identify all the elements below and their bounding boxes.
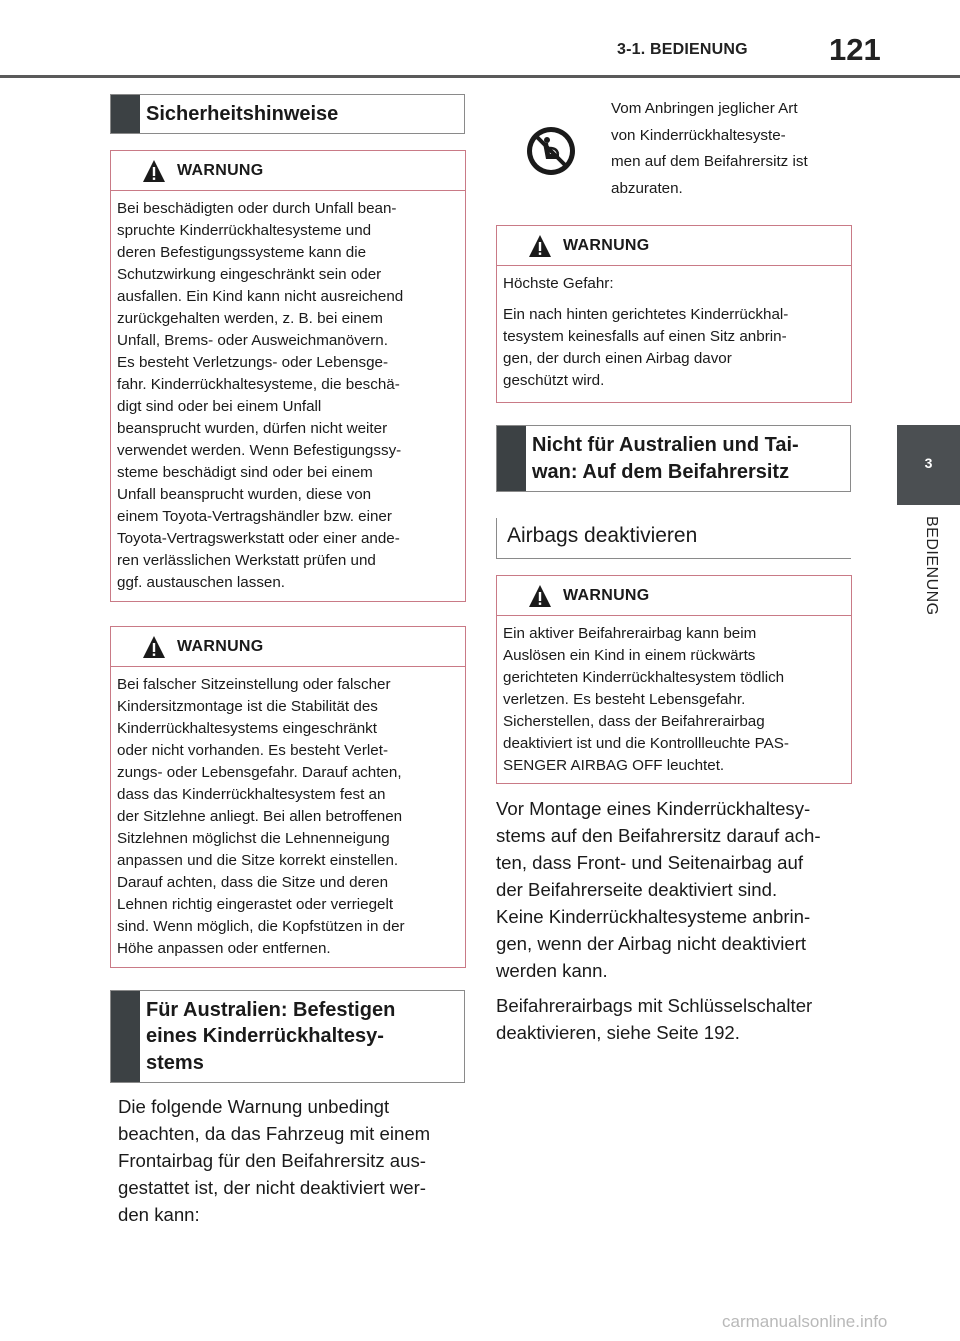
text-line: Vom Anbringen jeglicher Art bbox=[611, 100, 798, 117]
text-line: ten, dass Front- und Seitenairbag auf bbox=[496, 852, 803, 873]
warning-header bbox=[111, 151, 465, 191]
text-line: Frontairbag für den Beifahrersitz aus- bbox=[118, 1150, 426, 1171]
heading-bar bbox=[111, 991, 140, 1082]
text-line: men auf dem Beifahrersitz ist bbox=[611, 153, 808, 170]
text-line: Vor Montage eines Kinderrückhaltesy- bbox=[496, 798, 811, 819]
text-line: Es besteht Verletzungs- oder Lebensge- bbox=[117, 354, 389, 371]
warning-title: WARNUNG bbox=[563, 587, 650, 604]
heading-bar bbox=[497, 426, 526, 491]
text-line: Sicherstellen, dass der Beifahrerairbag bbox=[503, 713, 765, 730]
text-line: gerichteten Kinderrückhaltesystem tödlich bbox=[503, 669, 785, 686]
text-line: Unfall beansprucht wurden, diese von bbox=[117, 486, 372, 503]
warning-header bbox=[497, 226, 851, 266]
text-line: Lehnen richtig eingerastet oder verriegelt bbox=[117, 896, 394, 913]
text-line: steme beschädigt sind oder bei einem bbox=[117, 464, 373, 481]
header-rule bbox=[0, 75, 960, 78]
text-line: ausfallen. Ein Kind kann nicht ausreichend bbox=[117, 288, 404, 305]
chapter-side-label: BEDIENUNG bbox=[923, 516, 940, 616]
text-line: stems auf den Beifahrersitz darauf ach- bbox=[496, 825, 821, 846]
heading-line: Nicht für Australien und Tai- bbox=[532, 434, 799, 456]
heading-text: Sicherheitshinweise bbox=[146, 102, 339, 125]
heading-not-australia bbox=[496, 425, 851, 492]
text-line: tesystem keinesfalls auf einen Sitz anbrin- bbox=[503, 328, 787, 345]
text-line: Ein nach hinten gerichtetes Kinderrückhal- bbox=[503, 306, 789, 323]
heading-line: wan: Auf dem Beifahrersitz bbox=[532, 460, 790, 483]
warning-text bbox=[503, 304, 845, 392]
text-line: spruchte Kinderrückhaltesysteme und bbox=[117, 222, 372, 239]
text-line: ggf. austauschen lassen. bbox=[117, 574, 286, 591]
body-paragraph-right bbox=[496, 795, 821, 1046]
text-line: Auslösen ein Kind in einem rückwärts bbox=[503, 647, 756, 664]
text-line: Bei falscher Sitzeinstellung oder falscher bbox=[117, 676, 391, 693]
warning-text bbox=[117, 674, 459, 960]
text-line: geschützt wird. bbox=[503, 372, 605, 389]
text-line: Beifahrerairbags mit Schlüsselschalter bbox=[496, 995, 813, 1016]
heading-line: Für Australien: Befestigen bbox=[146, 998, 396, 1021]
body-paragraph-left bbox=[118, 1093, 430, 1228]
text-line: oder nicht vorhanden. Es besteht Verlet- bbox=[117, 742, 389, 759]
heading-text bbox=[526, 432, 805, 485]
warning-triangle-icon bbox=[142, 635, 166, 659]
paragraph bbox=[496, 795, 821, 984]
paragraph bbox=[496, 992, 821, 1046]
text-line: gen, der durch einen Airbag davor bbox=[503, 350, 732, 367]
text-line: abzuraten. bbox=[611, 179, 683, 197]
text-line: Die folgende Warnung unbedingt bbox=[118, 1096, 390, 1117]
warning-triangle-icon bbox=[528, 584, 552, 608]
warning-box-4 bbox=[496, 575, 852, 784]
text-line: Kinderrückhaltesystems eingeschränkt bbox=[117, 720, 377, 737]
text-line: Keine Kinderrückhaltesysteme anbrin- bbox=[496, 906, 811, 927]
text-line: Schutzwirkung eingeschränkt sein oder bbox=[117, 266, 382, 283]
text-line: deren Befestigungssysteme kann die bbox=[117, 244, 367, 261]
heading-line: eines Kinderrückhaltesy- bbox=[146, 1025, 384, 1048]
subheading-airbags-deaktivieren: Airbags deaktivieren bbox=[496, 518, 851, 559]
warning-body bbox=[111, 191, 465, 594]
heading-line: stems bbox=[146, 1051, 204, 1074]
text-line: deaktiviert ist und die Kontrollleuchte PAS- bbox=[503, 735, 789, 752]
text-line: digt sind oder bei einem Unfall bbox=[117, 398, 322, 415]
text-line: zungs- oder Lebensgefahr. Darauf achten, bbox=[117, 764, 402, 781]
text-line: dass das Kinderrückhaltesystem fest an bbox=[117, 786, 386, 803]
text-line: Kindersitzmontage ist die Stabilität des bbox=[117, 698, 378, 715]
text-line: der Sitzlehne anliegt. Bei allen betroffenen bbox=[117, 808, 403, 825]
warning-title: WARNUNG bbox=[177, 162, 264, 179]
pictogram-caption bbox=[611, 96, 808, 202]
text-line: den kann: bbox=[118, 1204, 200, 1225]
warning-box-1 bbox=[110, 150, 466, 602]
warning-header bbox=[111, 627, 465, 667]
text-line: ren verlässlichen Werkstatt prüfen und bbox=[117, 552, 376, 569]
text-line: Höhe anpassen oder entfernen. bbox=[117, 940, 331, 957]
page-number: 121 bbox=[829, 32, 881, 67]
text-line: zurückgehalten werden, z. B. bei einem bbox=[117, 310, 383, 327]
text-line: SENGER AIRBAG OFF leuchtet. bbox=[503, 757, 725, 774]
text-line: deaktivieren, siehe Seite 192. bbox=[496, 1022, 740, 1043]
paragraph bbox=[118, 1093, 430, 1228]
warning-body bbox=[497, 266, 851, 392]
warning-text bbox=[117, 198, 459, 594]
text-line: beansprucht wurden, dürfen nicht weiter bbox=[117, 420, 388, 437]
heading-australia bbox=[110, 990, 465, 1083]
text-line: verletzen. Es besteht Lebensgefahr. bbox=[503, 691, 746, 708]
text-line: gen, wenn der Airbag nicht deaktiviert bbox=[496, 933, 807, 954]
text-line: gestattet ist, der nicht deaktiviert wer- bbox=[118, 1177, 426, 1198]
warning-triangle-icon bbox=[142, 159, 166, 183]
text-line: fahr. Kinderrückhaltesysteme, die beschä- bbox=[117, 376, 400, 393]
text-line: verwendet werden. Wenn Befestigungssy- bbox=[117, 442, 402, 459]
warning-body bbox=[111, 667, 465, 960]
warning-triangle-icon bbox=[528, 234, 552, 258]
watermark-link[interactable]: carmanualsonline.info bbox=[722, 1312, 888, 1331]
text-line: Bei beschädigten oder durch Unfall bean- bbox=[117, 200, 397, 217]
text-line: Sitzlehnen möglichst die Lehnenneigung bbox=[117, 830, 390, 847]
text-line: Toyota-Vertragswerkstatt oder einer ande- bbox=[117, 530, 400, 547]
text-line: Darauf achten, dass die Sitze und deren bbox=[117, 874, 389, 891]
heading-sicherheitshinweise bbox=[110, 94, 465, 134]
warning-box-3 bbox=[496, 225, 852, 403]
warning-text bbox=[503, 273, 845, 295]
heading-text bbox=[140, 997, 401, 1077]
text-line: Unfall, Brems- oder Ausweichmanövern. bbox=[117, 332, 388, 349]
text-line: sind. Wenn möglich, die Kopfstützen in der bbox=[117, 918, 405, 935]
warning-header bbox=[497, 576, 851, 616]
text-line: anpassen und die Sitze korrekt einstellen. bbox=[117, 852, 399, 869]
no-child-seat-icon bbox=[526, 126, 576, 176]
text-line: Ein aktiver Beifahrerairbag kann beim bbox=[503, 625, 757, 642]
text-line: einem Toyota-Vertragshändler bzw. einer bbox=[117, 508, 392, 525]
heading-bar bbox=[111, 95, 140, 133]
text-line: werden kann. bbox=[496, 960, 608, 981]
warning-box-2 bbox=[110, 626, 466, 968]
text-line: beachten, da das Fahrzeug mit einem bbox=[118, 1123, 431, 1144]
warning-title: WARNUNG bbox=[177, 638, 264, 655]
text-line: Höchste Gefahr: bbox=[503, 275, 614, 292]
warning-text bbox=[503, 623, 845, 777]
warning-title: WARNUNG bbox=[563, 237, 650, 254]
warning-body bbox=[497, 616, 851, 777]
chapter-tab: 3 bbox=[897, 425, 960, 505]
text-line: der Beifahrerseite deaktiviert sind. bbox=[496, 879, 778, 900]
text-line: von Kinderrückhaltesyste- bbox=[611, 126, 786, 144]
section-label: 3-1. BEDIENUNG bbox=[617, 41, 748, 58]
